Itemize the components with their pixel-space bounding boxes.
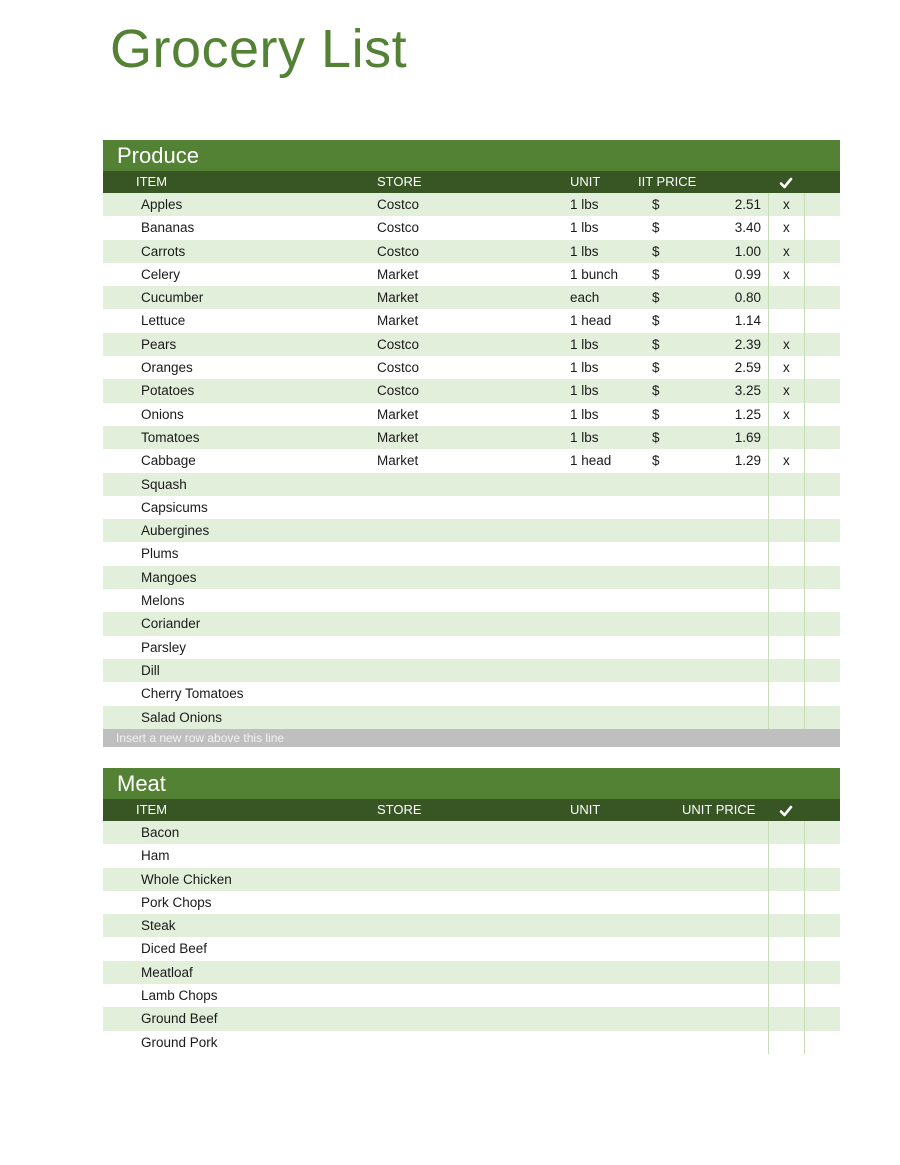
table-row[interactable] bbox=[103, 379, 840, 402]
column-divider bbox=[768, 566, 769, 589]
unit-cell[interactable]: 1 lbs bbox=[570, 197, 599, 212]
unit-cell[interactable]: 1 lbs bbox=[570, 383, 599, 399]
item-cell[interactable]: Diced Beef bbox=[141, 941, 208, 957]
column-divider bbox=[804, 914, 805, 937]
column-divider bbox=[768, 961, 769, 984]
unit-cell[interactable]: 1 lbs bbox=[570, 243, 599, 259]
currency-cell[interactable]: $ bbox=[652, 220, 660, 236]
table-row[interactable] bbox=[103, 286, 840, 309]
table-row[interactable] bbox=[103, 193, 840, 216]
store-cell[interactable]: Market bbox=[377, 266, 419, 282]
table-row[interactable] bbox=[103, 519, 840, 542]
column-divider bbox=[804, 496, 805, 519]
item-cell[interactable]: Steak bbox=[141, 918, 176, 934]
item-cell[interactable]: Potatoes bbox=[141, 383, 195, 399]
store-cell[interactable]: Market bbox=[377, 406, 419, 422]
table-row[interactable] bbox=[103, 636, 840, 659]
item-cell[interactable]: Plums bbox=[141, 546, 179, 562]
store-cell[interactable]: Market bbox=[377, 429, 419, 445]
table-row[interactable] bbox=[103, 449, 840, 472]
table-row[interactable] bbox=[103, 566, 840, 589]
currency-cell[interactable]: $ bbox=[652, 313, 660, 329]
page-title: Grocery List bbox=[110, 19, 408, 79]
column-divider bbox=[804, 403, 805, 426]
store-column-header[interactable]: STORE bbox=[377, 174, 422, 189]
column-divider bbox=[768, 844, 769, 867]
item-cell[interactable]: Bacon bbox=[141, 825, 180, 840]
table-row[interactable] bbox=[103, 263, 840, 286]
item-cell[interactable]: Cabbage bbox=[141, 453, 196, 469]
currency-cell[interactable]: $ bbox=[652, 429, 660, 445]
item-cell[interactable]: Cucumber bbox=[141, 290, 204, 306]
column-divider bbox=[804, 844, 805, 867]
table-row[interactable] bbox=[103, 309, 840, 332]
column-divider bbox=[768, 706, 769, 729]
table-row[interactable] bbox=[103, 868, 840, 891]
check-cell[interactable]: x bbox=[783, 197, 790, 212]
column-divider bbox=[804, 612, 805, 635]
price-cell[interactable]: 3.25 bbox=[734, 383, 761, 399]
column-divider bbox=[768, 937, 769, 960]
column-divider bbox=[804, 1031, 805, 1054]
unit-column-header[interactable]: UNIT bbox=[570, 174, 601, 189]
table-row[interactable] bbox=[103, 496, 840, 519]
price-cell[interactable]: 1.25 bbox=[734, 406, 761, 422]
meat-column-header bbox=[103, 799, 840, 821]
item-column-header[interactable]: ITEM bbox=[136, 802, 168, 817]
table-row[interactable] bbox=[103, 891, 840, 914]
table-row[interactable] bbox=[103, 937, 840, 960]
column-divider bbox=[804, 542, 805, 565]
currency-cell[interactable]: $ bbox=[652, 383, 660, 399]
price-cell[interactable]: 1.69 bbox=[734, 429, 761, 445]
column-divider bbox=[804, 937, 805, 960]
unit-cell[interactable]: 1 lbs bbox=[570, 220, 599, 236]
column-divider bbox=[768, 821, 769, 844]
column-divider bbox=[768, 914, 769, 937]
item-cell[interactable]: Oranges bbox=[141, 360, 193, 376]
meat-section-title: Meat bbox=[103, 768, 840, 799]
item-cell[interactable]: Apples bbox=[141, 197, 183, 212]
table-row[interactable] bbox=[103, 1031, 840, 1054]
table-row[interactable] bbox=[103, 473, 840, 496]
column-divider bbox=[768, 286, 769, 309]
column-divider bbox=[804, 286, 805, 309]
item-cell[interactable]: Onions bbox=[141, 406, 184, 422]
column-divider bbox=[804, 309, 805, 332]
insert-row-hint[interactable]: Insert a new row above this line bbox=[103, 729, 840, 747]
store-cell[interactable]: Market bbox=[377, 313, 419, 329]
item-cell[interactable]: Mangoes bbox=[141, 569, 197, 585]
column-divider bbox=[804, 426, 805, 449]
price-cell[interactable]: 1.29 bbox=[734, 453, 761, 469]
table-row[interactable] bbox=[103, 821, 840, 844]
item-cell[interactable]: Bananas bbox=[141, 220, 195, 236]
currency-cell[interactable]: $ bbox=[652, 197, 660, 212]
check-cell[interactable]: x bbox=[783, 383, 790, 399]
price-cell[interactable]: 2.39 bbox=[734, 336, 761, 352]
table-row[interactable] bbox=[103, 961, 840, 984]
column-divider bbox=[768, 309, 769, 332]
store-cell[interactable]: Market bbox=[377, 453, 419, 469]
unit-column-header[interactable]: UNIT bbox=[570, 802, 601, 817]
table-row[interactable] bbox=[103, 542, 840, 565]
column-divider bbox=[804, 984, 805, 1007]
column-divider bbox=[804, 891, 805, 914]
table-row[interactable] bbox=[103, 356, 840, 379]
column-divider bbox=[768, 496, 769, 519]
column-divider bbox=[768, 589, 769, 612]
unit-cell[interactable]: 1 lbs bbox=[570, 429, 599, 445]
column-divider bbox=[768, 449, 769, 472]
unit-cell[interactable]: 1 lbs bbox=[570, 336, 599, 352]
check-cell[interactable]: x bbox=[783, 406, 790, 422]
column-divider bbox=[804, 193, 805, 216]
unit-price-column-header[interactable]: UNIT PRICE bbox=[682, 802, 756, 817]
check-cell[interactable]: x bbox=[783, 453, 790, 469]
produce-rows bbox=[103, 193, 840, 729]
column-divider bbox=[768, 193, 769, 216]
check-cell[interactable]: x bbox=[783, 360, 790, 376]
item-cell[interactable]: Lamb Chops bbox=[141, 988, 218, 1004]
check-cell[interactable]: x bbox=[783, 243, 790, 259]
checkmark-icon[interactable] bbox=[779, 171, 793, 193]
table-row[interactable] bbox=[103, 403, 840, 426]
produce-section-title: Produce bbox=[103, 140, 840, 171]
table-row[interactable] bbox=[103, 240, 840, 263]
column-divider bbox=[768, 519, 769, 542]
item-cell[interactable]: Whole Chicken bbox=[141, 871, 232, 887]
table-row[interactable] bbox=[103, 333, 840, 356]
column-divider bbox=[768, 542, 769, 565]
item-cell[interactable]: Tomatoes bbox=[141, 429, 200, 445]
check-cell[interactable]: x bbox=[783, 266, 790, 282]
column-divider bbox=[804, 706, 805, 729]
store-cell[interactable]: Costco bbox=[377, 220, 420, 236]
column-divider bbox=[768, 263, 769, 286]
item-cell[interactable]: Lettuce bbox=[141, 313, 186, 329]
store-cell[interactable]: Costco bbox=[377, 360, 420, 376]
item-cell[interactable]: Ground Pork bbox=[141, 1034, 218, 1050]
column-divider bbox=[768, 403, 769, 426]
item-cell[interactable]: Meatloaf bbox=[141, 964, 193, 980]
column-divider bbox=[804, 473, 805, 496]
unit-cell[interactable]: 1 lbs bbox=[570, 360, 599, 376]
store-column-header[interactable]: STORE bbox=[377, 802, 422, 817]
table-row[interactable] bbox=[103, 612, 840, 635]
currency-cell[interactable]: $ bbox=[652, 360, 660, 376]
item-cell[interactable]: Squash bbox=[141, 476, 187, 492]
currency-cell[interactable]: $ bbox=[652, 243, 660, 259]
column-divider bbox=[804, 961, 805, 984]
column-divider bbox=[804, 868, 805, 891]
item-cell[interactable]: Dill bbox=[141, 662, 160, 678]
meat-section bbox=[103, 768, 840, 1054]
price-cell[interactable]: 2.59 bbox=[734, 360, 761, 376]
column-divider bbox=[768, 1031, 769, 1054]
price-cell[interactable]: 1.14 bbox=[734, 313, 761, 329]
item-cell[interactable]: Carrots bbox=[141, 243, 186, 259]
column-divider bbox=[804, 589, 805, 612]
currency-cell[interactable]: $ bbox=[652, 406, 660, 422]
column-divider bbox=[804, 379, 805, 402]
column-divider bbox=[768, 1007, 769, 1030]
item-cell[interactable]: Coriander bbox=[141, 616, 201, 632]
column-divider bbox=[804, 356, 805, 379]
produce-section bbox=[103, 140, 840, 747]
column-divider bbox=[804, 1007, 805, 1030]
column-divider bbox=[768, 612, 769, 635]
check-cell[interactable]: x bbox=[783, 220, 790, 236]
table-row[interactable] bbox=[103, 589, 840, 612]
item-cell[interactable]: Cherry Tomatoes bbox=[141, 686, 244, 702]
item-column-header[interactable]: ITEM bbox=[136, 174, 168, 189]
column-divider bbox=[768, 356, 769, 379]
column-divider bbox=[804, 449, 805, 472]
item-cell[interactable]: Pork Chops bbox=[141, 894, 212, 910]
table-row[interactable] bbox=[103, 1007, 840, 1030]
column-divider bbox=[804, 216, 805, 239]
check-cell[interactable]: x bbox=[783, 336, 790, 352]
meat-rows bbox=[103, 821, 840, 1054]
column-divider bbox=[768, 659, 769, 682]
price-cell[interactable]: 3.40 bbox=[734, 220, 761, 236]
item-cell[interactable]: Ground Beef bbox=[141, 1011, 218, 1027]
column-divider bbox=[768, 379, 769, 402]
column-divider bbox=[804, 821, 805, 844]
currency-cell[interactable]: $ bbox=[652, 336, 660, 352]
column-divider bbox=[804, 263, 805, 286]
unit-cell[interactable]: 1 lbs bbox=[570, 406, 599, 422]
store-cell[interactable]: Costco bbox=[377, 243, 420, 259]
item-cell[interactable]: Ham bbox=[141, 848, 170, 864]
unit-price-column-header[interactable]: IIT PRICE bbox=[638, 174, 697, 189]
table-row[interactable] bbox=[103, 426, 840, 449]
column-divider bbox=[768, 426, 769, 449]
column-divider bbox=[768, 636, 769, 659]
column-divider bbox=[768, 868, 769, 891]
table-row[interactable] bbox=[103, 984, 840, 1007]
column-divider bbox=[768, 333, 769, 356]
column-divider bbox=[804, 519, 805, 542]
item-cell[interactable]: Capsicums bbox=[141, 499, 208, 515]
item-cell[interactable]: Pears bbox=[141, 336, 177, 352]
currency-cell[interactable]: $ bbox=[652, 290, 660, 306]
price-cell[interactable]: 1.00 bbox=[734, 243, 761, 259]
item-cell[interactable]: Salad Onions bbox=[141, 709, 223, 725]
column-divider bbox=[768, 240, 769, 263]
store-cell[interactable]: Costco bbox=[377, 336, 420, 352]
item-cell[interactable]: Aubergines bbox=[141, 523, 210, 539]
price-cell[interactable]: 2.51 bbox=[734, 197, 761, 212]
store-cell[interactable]: Costco bbox=[377, 383, 420, 399]
store-cell[interactable]: Costco bbox=[377, 197, 420, 212]
column-divider bbox=[768, 984, 769, 1007]
column-divider bbox=[804, 333, 805, 356]
unit-cell[interactable]: each bbox=[570, 290, 600, 306]
column-divider bbox=[768, 891, 769, 914]
column-divider bbox=[804, 682, 805, 705]
item-cell[interactable]: Parsley bbox=[141, 639, 187, 655]
unit-cell[interactable]: 1 bunch bbox=[570, 266, 619, 282]
column-divider bbox=[804, 636, 805, 659]
table-row[interactable] bbox=[103, 659, 840, 682]
table-row[interactable] bbox=[103, 682, 840, 705]
currency-cell[interactable]: $ bbox=[652, 266, 660, 282]
unit-cell[interactable]: 1 head bbox=[570, 453, 612, 469]
column-divider bbox=[804, 566, 805, 589]
produce-column-header bbox=[103, 171, 840, 193]
checkmark-icon[interactable] bbox=[779, 799, 793, 821]
table-row[interactable] bbox=[103, 914, 840, 937]
table-row[interactable] bbox=[103, 844, 840, 867]
item-cell[interactable]: Celery bbox=[141, 266, 181, 282]
table-row[interactable] bbox=[103, 706, 840, 729]
store-cell[interactable]: Market bbox=[377, 290, 419, 306]
currency-cell[interactable]: $ bbox=[652, 453, 660, 469]
unit-cell[interactable]: 1 head bbox=[570, 313, 612, 329]
price-cell[interactable]: 0.99 bbox=[734, 266, 761, 282]
column-divider bbox=[768, 473, 769, 496]
column-divider bbox=[804, 240, 805, 263]
column-divider bbox=[804, 659, 805, 682]
item-cell[interactable]: Melons bbox=[141, 593, 185, 609]
price-cell[interactable]: 0.80 bbox=[734, 290, 761, 306]
table-row[interactable] bbox=[103, 216, 840, 239]
column-divider bbox=[768, 682, 769, 705]
column-divider bbox=[768, 216, 769, 239]
